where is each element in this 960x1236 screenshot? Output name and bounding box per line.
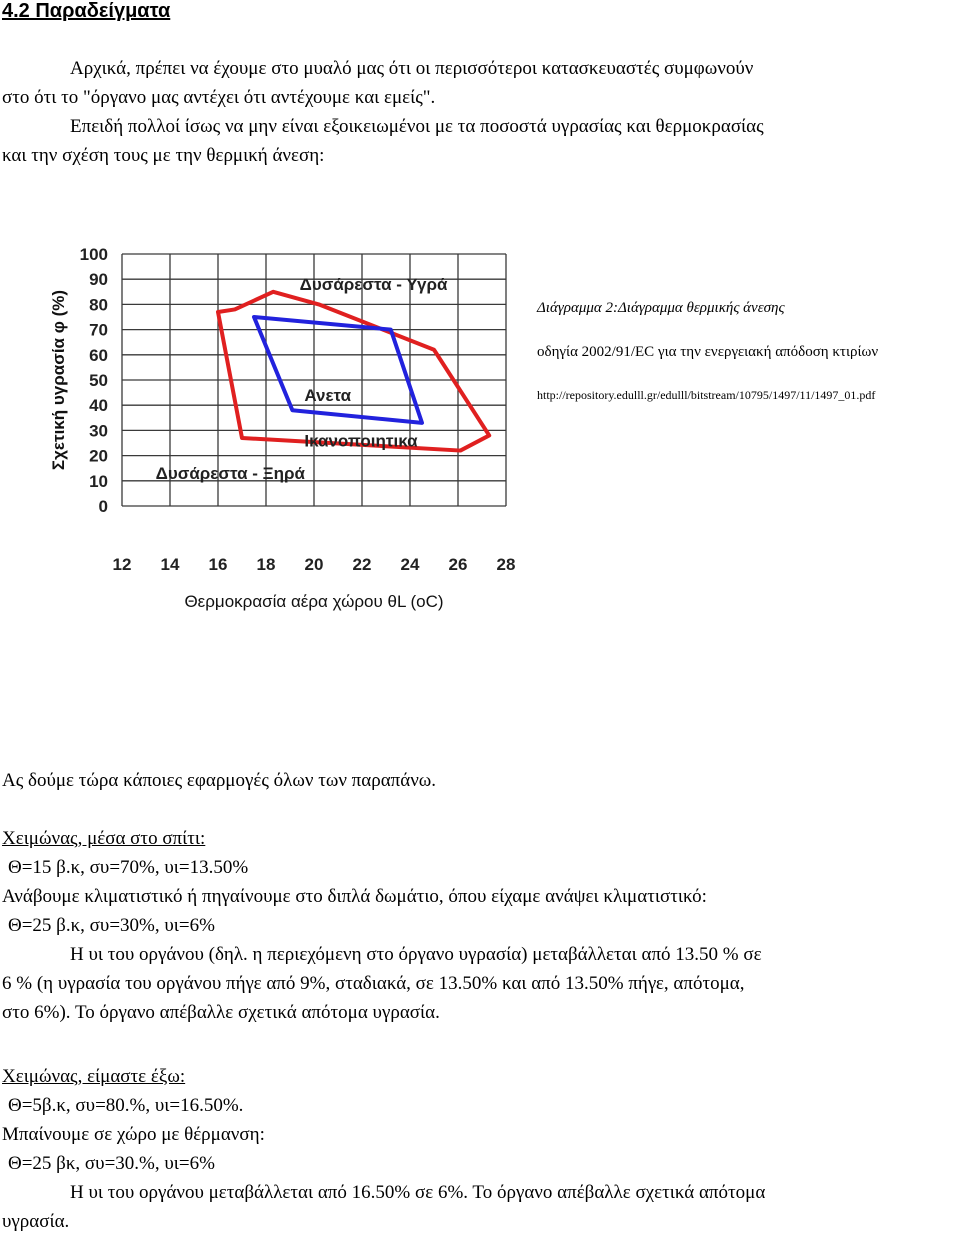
example-2-line-3: Θ=25 βκ, συ=30.%, υι=6% <box>8 1153 215 1174</box>
comfort-regions <box>218 292 489 451</box>
chart-annotation: Ανετα <box>304 386 352 406</box>
y-axis-label: Σχετική υγρασία φ (%) <box>49 289 68 471</box>
y-tick-label: 60 <box>89 345 108 365</box>
intro-line-2: στο ότι το "όργανο μας αντέχει ότι αντέχουμε και εμείς". <box>2 87 436 108</box>
winter-inside-title: Χειμώνας, μέσα στο σπίτι: <box>2 828 206 849</box>
x-tick-label: 28 <box>496 555 516 574</box>
x-axis-label: Θερμοκρασία αέρα χώρου θL (oC) <box>184 592 444 611</box>
y-tick-label: 20 <box>89 446 108 466</box>
example-1-line-3: Θ=25 β.κ, συ=30%, υι=6% <box>8 915 215 936</box>
example-1-line-2: Ανάβουμε κλιματιστικό ή πηγαίνουμε στο διπλά δωμάτιο, όπου είχαμε ανάψει κλιματιστικό: <box>2 886 707 907</box>
body-paragraph-1: Ας δούμε τώρα κάποιες εφαρμογές όλων των παραπάνω. <box>2 770 437 791</box>
y-tick-label: 80 <box>89 295 108 315</box>
chart-annotations <box>156 275 448 483</box>
intro-line-4: και την σχέση τους με την θερμική άνεση: <box>2 145 325 166</box>
winter-outside-title: Χειμώνας, είμαστε έξω: <box>2 1066 186 1087</box>
thermal-comfort-chart <box>40 236 530 616</box>
example-2-line-2: Μπαίνουμε σε χώρο με θέρμανση: <box>2 1124 265 1145</box>
y-tick-label: 0 <box>98 497 108 516</box>
example-2-line-4: Η υι του οργάνου μεταβάλλεται από 16.50% σε 6%. Το όργανο απέβαλλε σχετικά απότομα <box>70 1182 766 1203</box>
chart-annotation: Δυσάρεστα - Υγρά <box>299 275 448 295</box>
intro-line-1: Αρχικά, πρέπει να έχουμε στο μυαλό μας ότι οι περισσότεροι κατασκευαστές συμφωνούν <box>70 58 754 79</box>
x-tick-label: 18 <box>256 555 276 574</box>
x-tick-label: 14 <box>160 555 180 574</box>
y-tick-label: 30 <box>89 421 108 441</box>
y-tick-label: 40 <box>89 396 108 416</box>
y-tick-label: 100 <box>79 245 108 264</box>
x-tick-label: 12 <box>112 555 132 574</box>
chart-annotation: Δυσάρεστα - Ξηρά <box>155 464 305 484</box>
intro-line-3: Επειδή πολλοί ίσως να μην είναι εξοικειωμένοι με τα ποσοστά υγρασίας και θερμοκρασίας <box>70 116 764 137</box>
y-tick-label: 10 <box>89 471 108 491</box>
x-tick-label: 22 <box>352 555 372 574</box>
x-tick-labels <box>113 555 516 574</box>
y-tick-labels <box>80 245 108 516</box>
x-tick-label: 16 <box>208 555 228 574</box>
region-polygon <box>254 317 422 423</box>
chart-annotation: Ικανοποιητικα <box>304 431 418 451</box>
y-tick-label: 50 <box>89 371 108 390</box>
x-tick-label: 24 <box>400 555 420 574</box>
y-tick-label: 90 <box>89 270 108 290</box>
example-2-line-1: Θ=5β.κ, συ=80.%, υι=16.50%. <box>8 1095 244 1116</box>
x-tick-label: 26 <box>448 555 468 574</box>
example-1-line-1: Θ=15 β.κ, συ=70%, υι=13.50% <box>8 857 249 878</box>
figure-caption-title: Διάγραμμα 2:Διάγραμμα θερμικής άνεσης <box>537 300 785 316</box>
y-tick-label: 70 <box>89 320 108 340</box>
section-heading: 4.2 Παραδείγματα <box>2 0 171 22</box>
figure-source-link[interactable]: http://repository.edulll.gr/edulll/bitstream/10795/1497/11/1497_01.pdf <box>537 388 876 402</box>
example-2-line-5: υγρασία. <box>2 1211 70 1232</box>
example-1-line-4: Η υι του οργάνου (δηλ. η περιεχόμενη στο όργανο υγρασία) μεταβάλλεται από 13.50 % σε <box>70 944 762 965</box>
example-1-line-5: 6 % (η υγρασία του οργάνου πήγε από 9%, σταδιακά, σε 13.50% και από 13.50% πήγε, απότομα, <box>2 973 745 994</box>
example-1-line-6: στο 6%). Το όργανο απέβαλλε σχετικά απότομα υγρασία. <box>2 1002 440 1023</box>
x-tick-label: 20 <box>304 555 324 574</box>
figure-caption-source: οδηγία 2002/91/EC για την ενεργειακή απόδοση κτιρίων <box>537 344 879 360</box>
